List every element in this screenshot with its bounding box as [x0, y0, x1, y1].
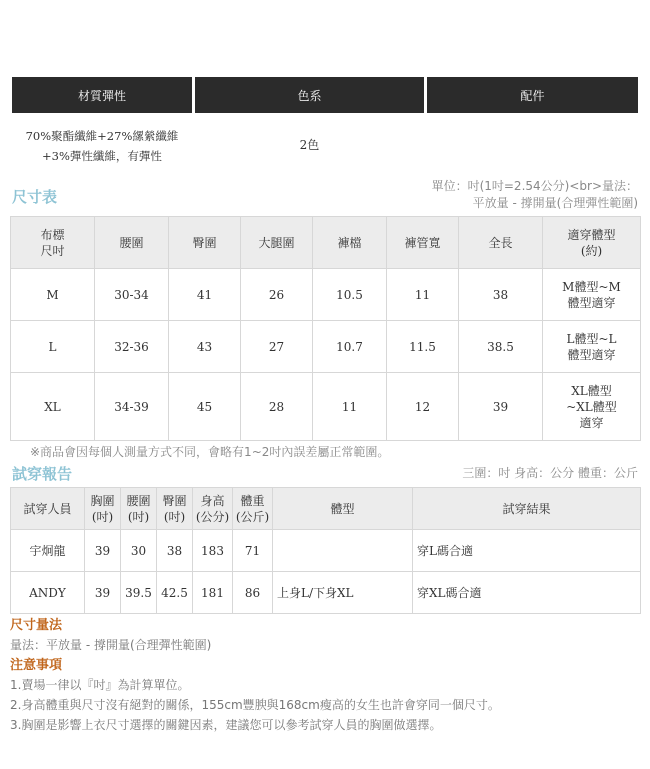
col-result: 試穿結果 — [413, 488, 641, 530]
table-row: M 30-34 41 26 10.5 11 38 M體型~M 體型適穿 — [11, 269, 641, 321]
note-item: 1.賣場一律以『吋』為計算單位。 — [10, 678, 190, 692]
header-material: 材質彈性 — [12, 77, 192, 113]
measure-text: 量法：平放量 - 撐開量(合理彈性範圍) — [10, 638, 212, 652]
try-table-header — [11, 488, 641, 530]
col-height: 身高 (公分) — [193, 488, 233, 530]
col-waist: 腰圍 (吋) — [121, 488, 157, 530]
col-label: 布標 尺吋 — [11, 217, 95, 269]
size-unit-note: 單位：吋(1吋=2.54公分)<br>量法： 平放量 - 撐開量(合理彈性範圍) — [431, 179, 638, 210]
material-header — [12, 77, 638, 113]
note-item: 2.身高體重與尺寸沒有絕對的關係，155cm豐腴與168cm瘦高的女生也許會穿同一個尺寸。 — [10, 698, 500, 712]
note-item: 3.胸圍是影響上衣尺寸選擇的關鍵因素，建議您可以參考試穿人員的胸圍做選擇。 — [10, 718, 442, 732]
col-length: 全長 — [459, 217, 543, 269]
try-report-title: 試穿報告 — [12, 465, 73, 483]
size-footnote: ※商品會因每個人測量方式不同，會略有1~2吋內誤差屬正常範圍。 — [30, 445, 390, 459]
header-color: 色系 — [195, 77, 424, 113]
table-row: ANDY 39 39.5 42.5 181 86 上身L/下身XL 穿XL碼合適 — [11, 572, 641, 614]
table-row: XL 34-39 45 28 11 12 39 XL體型 ~XL體型 適穿 — [11, 373, 641, 441]
col-body: 體型 — [273, 488, 413, 530]
color-count: 2色 — [299, 138, 320, 152]
table-row: 宇炯龍 39 30 38 183 71 穿L碼合適 — [11, 530, 641, 572]
header-accessory: 配件 — [427, 77, 638, 113]
notes-title: 注意事項 — [10, 658, 63, 673]
try-table — [10, 487, 641, 614]
measure-title: 尺寸量法 — [10, 618, 63, 633]
col-hip: 臀圍 — [169, 217, 241, 269]
size-table — [10, 216, 641, 441]
col-hip: 臀圍 (吋) — [157, 488, 193, 530]
col-waist: 腰圍 — [95, 217, 169, 269]
col-chest: 胸圍 (吋) — [85, 488, 121, 530]
col-hem: 褲管寬 — [387, 217, 459, 269]
size-table-header — [11, 217, 641, 269]
size-chart-title: 尺寸表 — [12, 188, 58, 206]
table-row: L 32-36 43 27 10.7 11.5 38.5 L體型~L 體型適穿 — [11, 321, 641, 373]
try-unit-note: 三圍：吋 身高：公分 體重：公斤 — [462, 466, 638, 480]
material-row — [12, 122, 638, 168]
col-fit: 適穿體型 (約) — [543, 217, 641, 269]
col-rise: 褲檔 — [313, 217, 387, 269]
col-thigh: 大腿圍 — [241, 217, 313, 269]
col-weight: 體重 (公斤) — [233, 488, 273, 530]
composition: 70%聚酯纖維+27%縲縈纖維 +3%彈性纖維，有彈性 — [25, 129, 179, 163]
col-person: 試穿人員 — [11, 488, 85, 530]
